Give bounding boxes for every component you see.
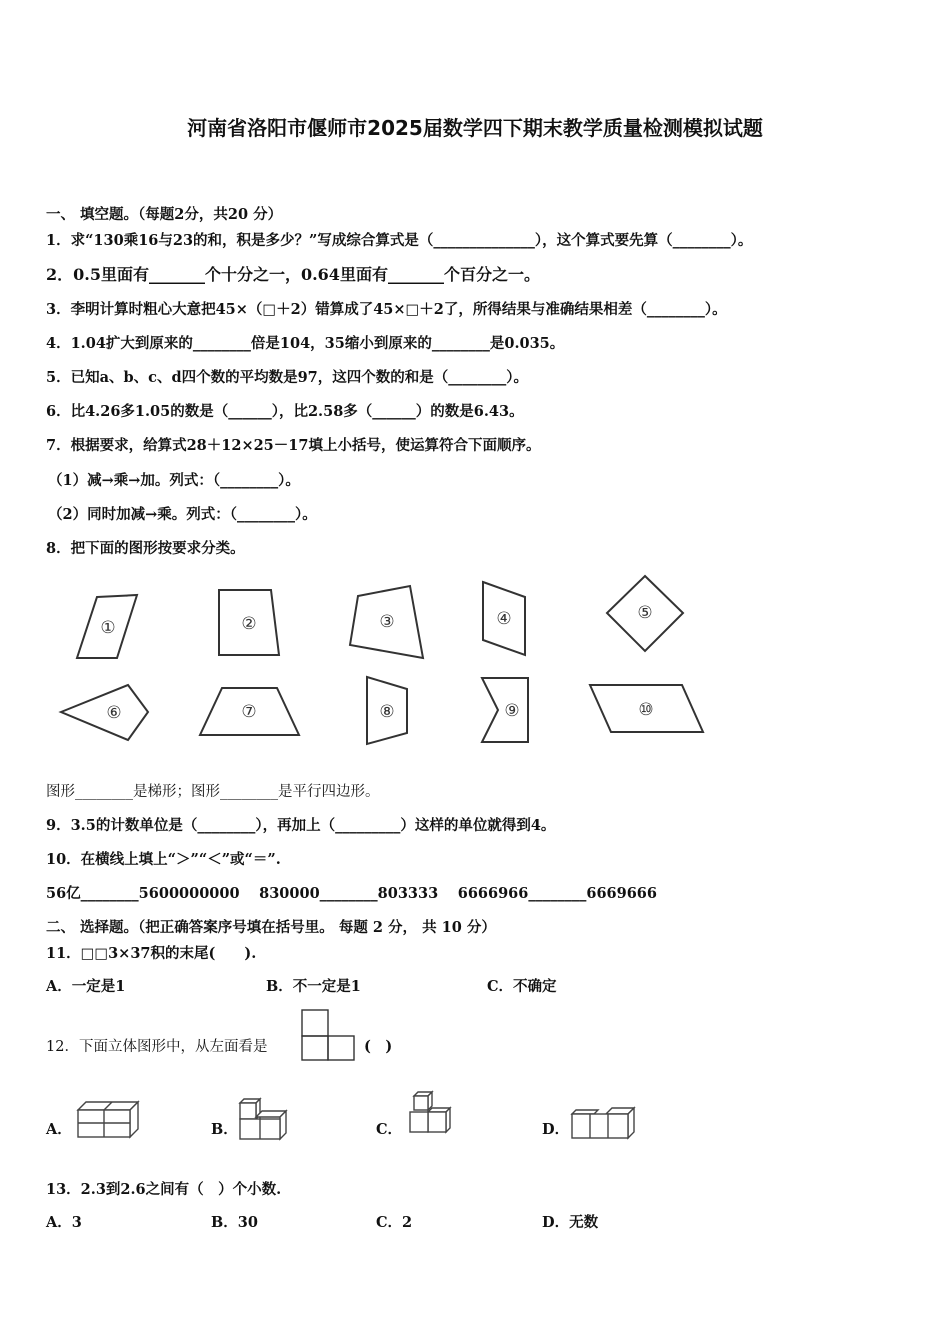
question-10: 10．在横线上填上“＞”“＜”或“＝”.: [46, 851, 281, 868]
question-13: 13．2.3到2.6之间有（ ）个小数.: [46, 1181, 282, 1198]
question-13-option-d: D．无数: [542, 1214, 599, 1231]
question-2: 2．0.5里面有_______个十分之一，0.64里面有_______个百分之一。: [46, 265, 540, 284]
shape-6-kite: [61, 685, 148, 740]
question-8: 8．把下面的图形按要求分类。: [46, 540, 245, 557]
option-a-cubes: [70, 1092, 142, 1142]
section1-header: 一、 填空题。（每题2分，共20 分）: [46, 206, 283, 223]
shapes-figure: [0, 560, 950, 760]
question-13-option-c: C．2: [376, 1214, 413, 1231]
question-7: 7．根据要求，给算式28＋12×25－17填上小括号，使运算符合下面顺序。: [46, 437, 541, 454]
question-8-answer: 图形________是梯形；图形________是平行四边形。: [46, 784, 380, 800]
question-12-paren: ( ): [364, 1038, 393, 1055]
question-12-option-c: C．: [376, 1121, 403, 1138]
question-12-option-a: A．: [46, 1121, 72, 1138]
page-title: 河南省洛阳市偃师市2025届数学四下期末教学质量检测模拟试题: [187, 116, 763, 140]
question-10-items: 56亿________5600000000 830000________803333 6666966________6669666: [46, 885, 657, 902]
shape-label-1: ①: [100, 618, 116, 638]
option-c-cubes: [404, 1088, 454, 1138]
question-1: 1．求“130乘16与23的和，积是多少？”写成综合算式是（______________），这个算式要先算（________）。: [46, 232, 753, 249]
question-3: 3．李明计算时粗心大意把45×（□＋2）错算成了45×□＋2了，所得结果与准确结果相差（________）。: [46, 301, 727, 318]
question-11-option-c: C．不确定: [487, 978, 557, 995]
question-9: 9．3.5的计数单位是（________），再加上（_________）这样的单位就得到4。: [46, 817, 556, 834]
question-7-part-2: （2）同时加减→乘。列式：（________）。: [48, 506, 317, 523]
question-13-option-a: A．3: [46, 1214, 82, 1231]
section2-header: 二、 选择题。（把正确答案序号填在括号里。 每题 2 分， 共 10 分）: [46, 919, 496, 936]
question-12-option-b: B．: [211, 1121, 238, 1138]
question-12: 12．下面立体图形中，从左面看是: [46, 1039, 268, 1055]
shape-label-6: ⑥: [106, 703, 122, 723]
option-b-cubes: [236, 1095, 292, 1145]
question-13-option-b: B．30: [211, 1214, 258, 1231]
shape-label-7: ⑦: [241, 702, 257, 722]
question-5: 5．已知a、b、c、d四个数的平均数是97，这四个数的和是（________）。: [46, 369, 529, 386]
left-view-figure: [300, 1008, 358, 1062]
shape-label-3: ③: [379, 612, 395, 632]
shape-label-4: ④: [496, 609, 512, 629]
option-d-cubes: [568, 1102, 640, 1144]
question-6: 6．比4.26多1.05的数是（______），比2.58多（______）的数是6.43。: [46, 403, 524, 420]
question-11-option-b: B．不一定是1: [266, 978, 361, 995]
shape-label-10: ⑩: [638, 700, 654, 720]
question-4: 4．1.04扩大到原来的________倍是104，35缩小到原来的________是0.035。: [46, 335, 565, 352]
question-11-option-a: A．一定是1: [46, 978, 126, 995]
question-12-option-d: D．: [542, 1121, 570, 1138]
question-11: 11．□□3×37积的末尾( ).: [46, 945, 257, 962]
shape-label-8: ⑧: [379, 702, 395, 722]
question-7-part-1: （1）减→乘→加。列式：（________）。: [48, 472, 300, 489]
shape-label-2: ②: [241, 614, 257, 634]
shape-label-9: ⑨: [504, 701, 520, 721]
shape-label-5: ⑤: [637, 603, 653, 623]
